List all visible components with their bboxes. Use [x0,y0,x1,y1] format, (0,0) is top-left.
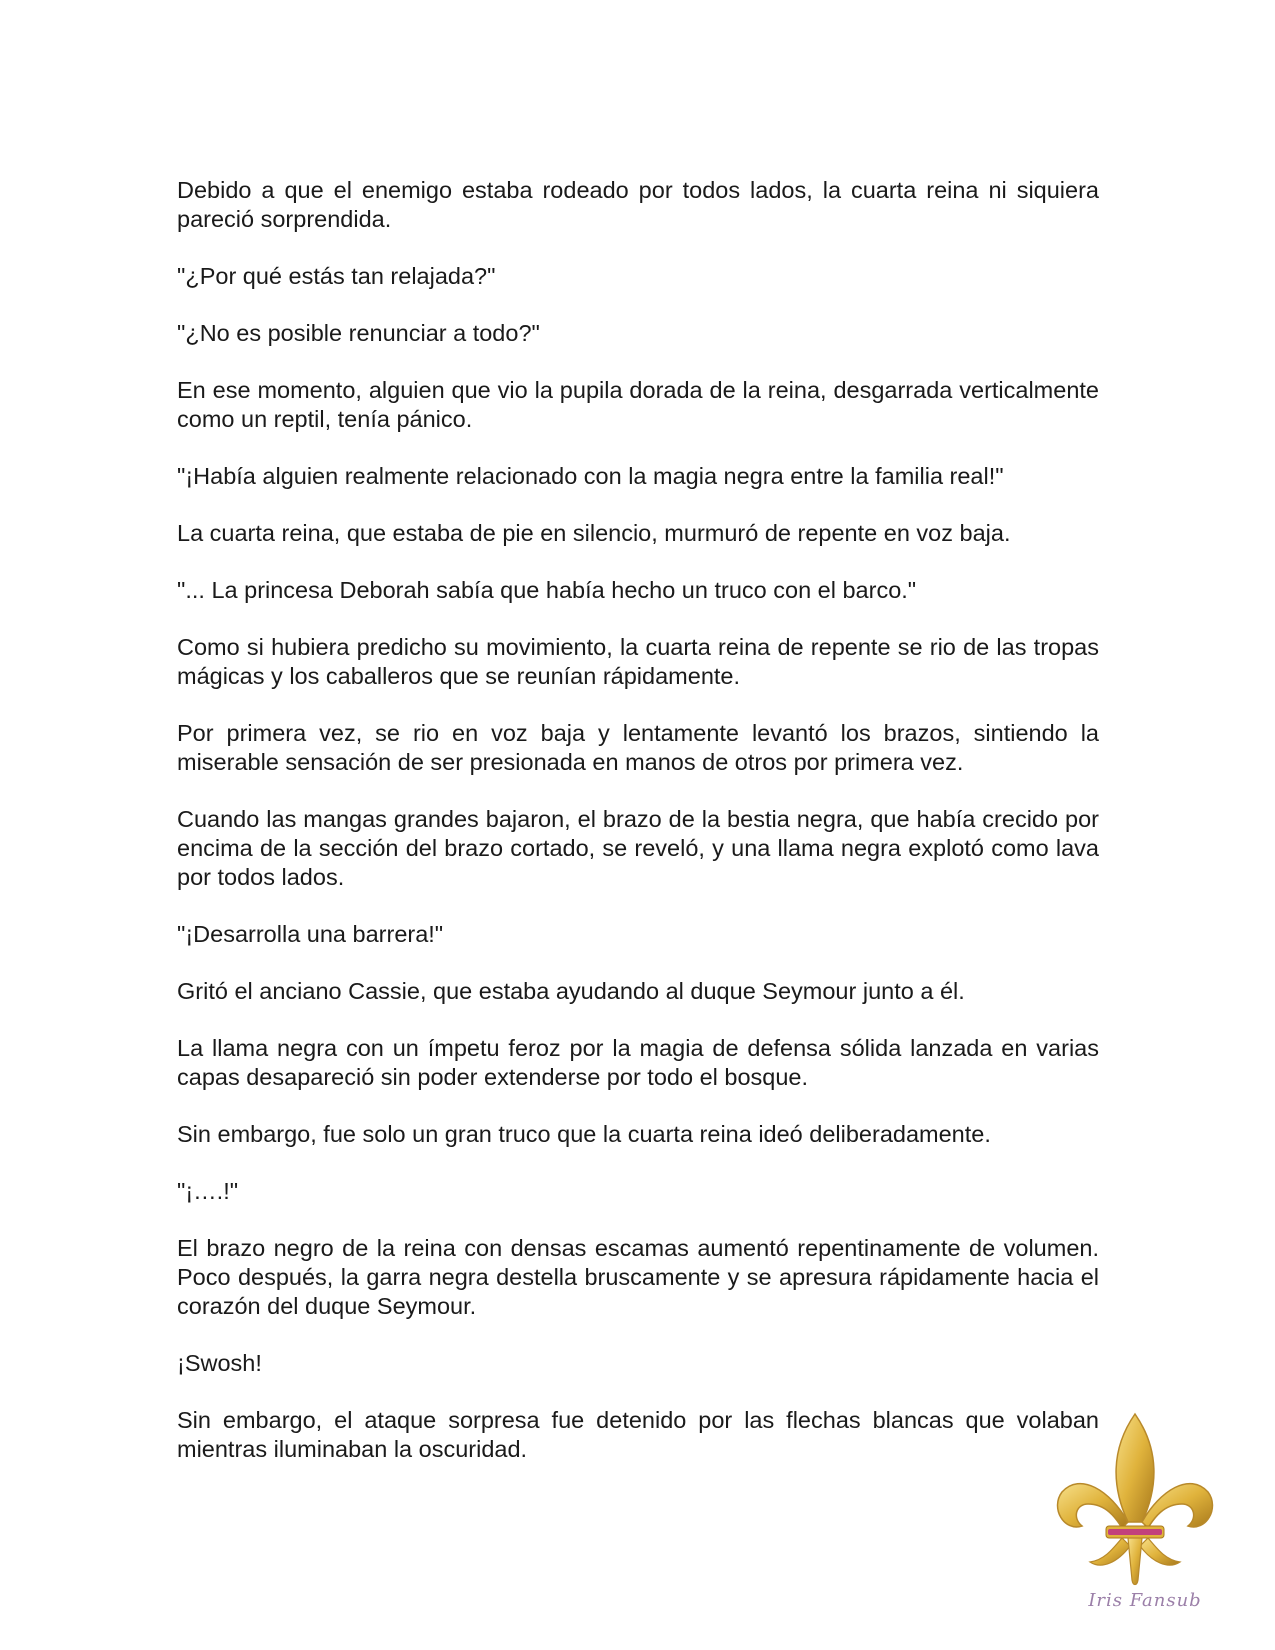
paragraph: Sin embargo, fue solo un gran truco que la cuarta reina ideó deliberadamente. [177,1121,991,1147]
paragraph: "¡Desarrolla una barrera!" [177,921,444,947]
paragraph: Por primera vez, se rio en voz baja y lentamente levantó los brazos, sintiendo la miserable sensación de ser presionada en manos de otros por primera vez. [177,720,1099,775]
paragraph: Debido a que el enemigo estaba rodeado por todos lados, la cuarta reina ni siquiera pareció sorprendida. [177,177,1099,232]
paragraph: "¿Por qué estás tan relajada?" [177,263,496,289]
paragraph: "¿No es posible renunciar a todo?" [177,320,540,346]
paragraph: El brazo negro de la reina con densas escamas aumentó repentinamente de volumen. Poco después, la garra negra destella bruscamente y se apresura rápidamente hacia el corazón del duque Seymour. [177,1235,1099,1319]
paragraph: La cuarta reina, que estaba de pie en silencio, murmuró de repente en voz baja. [177,520,1011,546]
paragraph: La llama negra con un ímpetu feroz por la magia de defensa sólida lanzada en varias capas desapareció sin poder extenderse por todo el bosque. [177,1035,1099,1090]
body-text [177,176,1099,1492]
paragraph: En ese momento, alguien que vio la pupila dorada de la reina, desgarrada verticalmente como un reptil, tenía pánico. [177,377,1099,432]
paragraph: Gritó el anciano Cassie, que estaba ayudando al duque Seymour junto a él. [177,978,965,1004]
paragraph: Sin embargo, el ataque sorpresa fue detenido por las flechas blancas que volaban mientras iluminaban la oscuridad. [177,1407,1099,1462]
paragraph: "¡Había alguien realmente relacionado con la magia negra entre la familia real!" [177,463,1004,489]
paragraph: "¡….!" [177,1178,239,1204]
fansub-signature: Iris Fansub [1088,1590,1202,1611]
paragraph: ¡Swosh! [177,1350,262,1376]
paragraph: Cuando las mangas grandes bajaron, el brazo de la bestia negra, que había crecido por encima de la sección del brazo cortado, se reveló, y una llama negra explotó como lava por todos lados. [177,806,1099,890]
paragraph: "... La princesa Deborah sabía que había hecho un truco con el barco." [177,577,917,603]
paragraph: Como si hubiera predicho su movimiento, la cuarta reina de repente se rio de las tropas mágicas y los caballeros que se reunían rápidamente. [177,634,1099,689]
